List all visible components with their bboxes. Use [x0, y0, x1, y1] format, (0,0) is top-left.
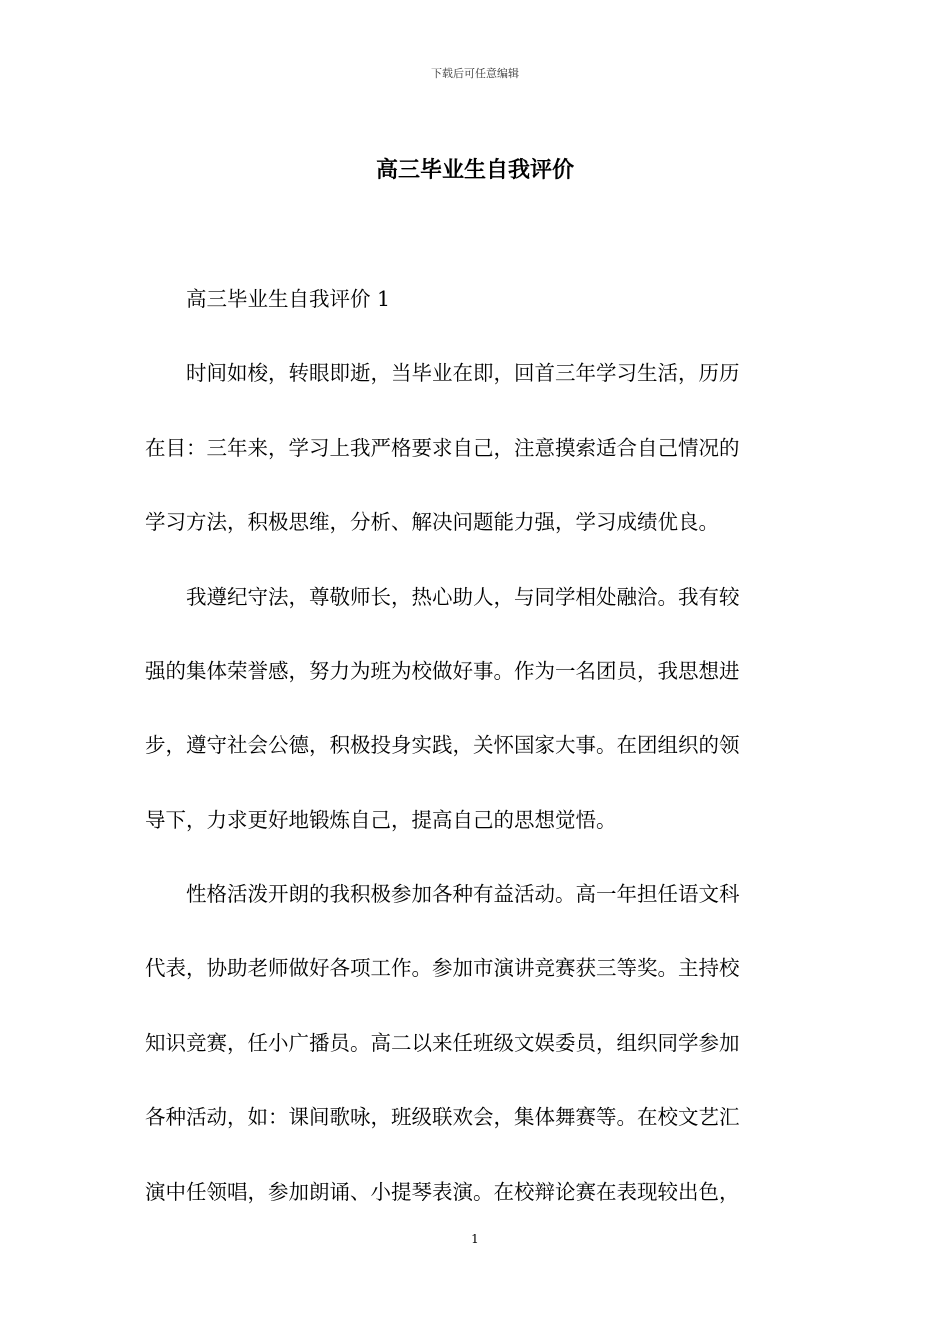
paragraph-line: 在目：三年来，学习上我严格要求自己，注意摸索适合自己情况的 [145, 435, 740, 460]
document-title: 高三毕业生自我评价 [375, 157, 574, 183]
paragraph-2 [145, 579, 807, 839]
paragraph-line: 时间如梭，转眼即逝，当毕业在即，回首三年学习生活，历历 [186, 361, 740, 386]
paragraph-line: 强的集体荣誉感，努力为班为校做好事。作为一名团员，我思想进 [145, 658, 740, 683]
paragraph-line: 学习方法，积极思维，分析、解决问题能力强，学习成绩优良。 [145, 510, 719, 535]
paragraph-line: 各种活动，如：课间歌咏，班级联欢会，集体舞赛等。在校文艺汇 [145, 1105, 740, 1130]
paragraph-line: 代表，协助老师做好各项工作。参加市演讲竞赛获三等奖。主持校 [145, 956, 740, 981]
paragraph-line: 性格活泼开朗的我积极参加各种有益活动。高一年担任语文科 [186, 882, 740, 907]
section-heading [145, 281, 807, 318]
page-header-note: 下载后可任意编辑 [431, 67, 519, 80]
paragraph-line: 知识竞赛，任小广播员。高二以来任班级文娱委员，组织同学参加 [145, 1030, 740, 1055]
section-heading-text: 高三毕业生自我评价 1 [186, 287, 391, 311]
paragraph-line: 导下，力求更好地锻炼自己，提高自己的思想觉悟。 [145, 807, 617, 832]
paragraph-3 [145, 876, 807, 1211]
paragraph-line: 我遵纪守法，尊敬师长，热心助人，与同学相处融洽。我有较 [186, 584, 740, 609]
paragraph-line: 步，遵守社会公德，积极投身实践，关怀国家大事。在团组织的领 [145, 733, 740, 758]
document-body [145, 281, 807, 1211]
paragraph-1 [145, 355, 807, 541]
paragraph-line: 演中任领唱，参加朗诵、小提琴表演。在校辩论赛在表现较出色， [145, 1179, 740, 1204]
page-number: 1 [471, 1232, 479, 1246]
